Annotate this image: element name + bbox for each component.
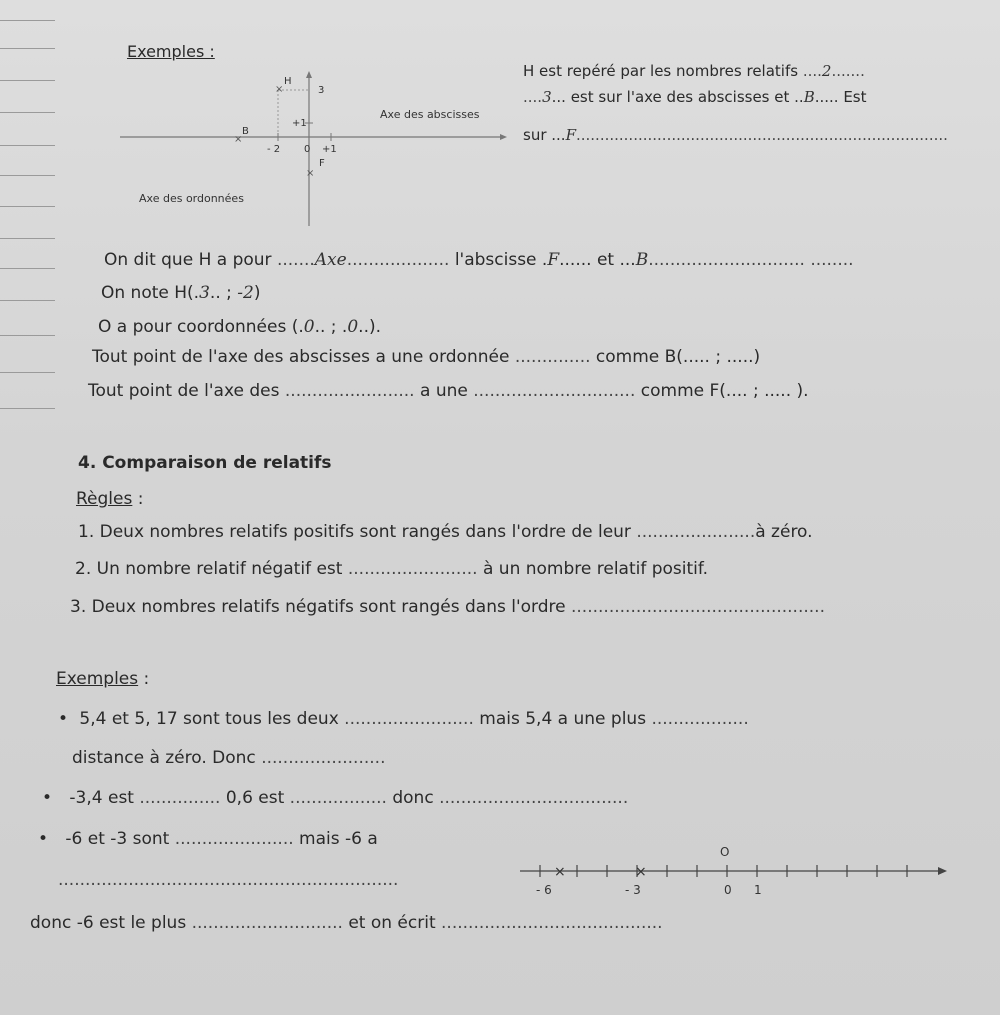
bullet-3-text: -6 et -3 sont <box>65 829 170 849</box>
s1-text-3: ...... et ... <box>559 250 636 270</box>
bullet-2-dots-2: .................. <box>289 788 387 808</box>
s1-handwriting-3: B <box>635 250 649 270</box>
examples-2-title <box>56 669 149 689</box>
s2-text: On note H(. <box>101 283 200 303</box>
point-b-label: B <box>242 126 249 137</box>
r3-dots: .............................................................................. <box>575 126 948 144</box>
s4-dots: .............. <box>514 347 591 367</box>
r2-text-end: ..... Est <box>814 88 867 106</box>
rule-3 <box>70 597 825 617</box>
y-axis-label: Axe des ordonnées <box>139 192 244 205</box>
bullet-1-dots-2: .................. <box>651 709 749 729</box>
conclusion-dots-2: ......................................... <box>441 913 663 933</box>
r2-handwriting-2: B <box>803 88 815 106</box>
s3-text: O a pour coordonnées (. <box>98 317 304 337</box>
conclusion-line <box>30 913 663 933</box>
rule-1 <box>78 522 813 542</box>
sentence-axe <box>104 250 854 270</box>
minus-six-label: - 6 <box>536 883 552 897</box>
bullet-3-dots: ...................... <box>174 829 294 849</box>
right-line-3 <box>523 126 948 144</box>
r2-dots: .... <box>523 88 543 106</box>
s2-text-2: .. ; <box>209 283 238 303</box>
r1-dots: .... <box>802 62 822 80</box>
svg-text:×: × <box>275 84 284 95</box>
s1-dots: ....... <box>276 250 315 270</box>
point-h-label: H <box>284 76 292 87</box>
origin-zero-label: 0 <box>304 144 311 155</box>
zero-label: 0 <box>724 883 732 897</box>
s1-text-2: l'abscisse . <box>454 250 548 270</box>
s3-text-2: .. ; . <box>314 317 348 337</box>
s1-text: On dit que H a pour <box>104 250 272 270</box>
svg-text:×: × <box>554 864 566 880</box>
x-axis-label: Axe des abscisses <box>380 108 480 121</box>
r1-text: H est repéré par les nombres relatifs <box>523 62 799 80</box>
bullet-3-text-2: mais -6 a <box>299 829 378 849</box>
s5-text: Tout point de l'axe des <box>88 381 280 401</box>
conclusion-text: donc -6 est le plus <box>30 913 187 933</box>
r1-handwriting: 2 <box>821 62 832 80</box>
s2-text-3: ) <box>253 283 261 303</box>
bullet-1-dots: ........................ <box>344 709 474 729</box>
sentence-ordinate-axis <box>88 381 809 401</box>
s4-text-2: comme B(..... ; .....) <box>595 347 761 367</box>
s5-text-3: comme F(.... ; ..... ). <box>640 381 809 401</box>
s3-handwriting-1: 0 <box>303 317 315 337</box>
minus-three-label: - 3 <box>625 883 641 897</box>
s2-handwriting-1: 3 <box>199 283 210 303</box>
margin-lines <box>0 0 60 420</box>
sentence-note-h <box>101 283 260 303</box>
s3-handwriting-2: 0 <box>347 317 359 337</box>
x-minus2-label: - 2 <box>267 144 281 155</box>
conclusion-text-2: et on écrit <box>348 913 436 933</box>
section-4-title: 4. Comparaison de relatifs <box>78 453 332 473</box>
tick-three-label: 3 <box>318 85 325 96</box>
rule-1-dots: ...................... <box>636 522 756 542</box>
rule-2-end: à un nombre relatif positif. <box>482 559 709 579</box>
bullet-2-dots: ............... <box>139 788 221 808</box>
s4-text: Tout point de l'axe des abscisses a une ordonnée <box>92 347 510 367</box>
rules-label: Règles <box>76 489 133 509</box>
rule-2 <box>75 559 708 579</box>
r2-text: ... est sur l'axe des abscisses et .. <box>551 88 804 106</box>
bullet-2-text: -3,4 est <box>69 788 134 808</box>
bullet-1: • 5,4 et 5, 17 sont tous les deux ........................ mais 5,4 a une plus .................. <box>58 709 749 729</box>
bullet-2-dots-3: ................................... <box>439 788 629 808</box>
number-line <box>510 838 950 903</box>
one-label: 1 <box>754 883 762 897</box>
right-line-2 <box>523 88 867 106</box>
s5-text-2: a une <box>420 381 468 401</box>
bullet-1-dots-3: ....................... <box>261 748 386 768</box>
origin-o-label: O <box>720 845 730 859</box>
rule-2-dots: ........................ <box>347 559 478 579</box>
bullet-2-text-3: donc <box>392 788 434 808</box>
bullet-1-text-2: mais 5,4 a une plus <box>479 709 647 729</box>
examples-2-label: Exemples <box>56 669 139 689</box>
point-f-label: F <box>319 158 325 169</box>
rule-3-text: 3. Deux nombres relatifs négatifs sont rangés dans l'ordre <box>70 597 566 617</box>
examples-title: Exemples : <box>127 42 215 61</box>
svg-text:×: × <box>306 168 315 179</box>
r3-text: sur ... <box>523 126 566 144</box>
rule-1-text: 1. Deux nombres relatifs positifs sont rangés dans l'ordre de leur <box>78 522 631 542</box>
sentence-o-coords <box>98 317 381 337</box>
rule-2-text: 2. Un nombre relatif négatif est <box>75 559 343 579</box>
bullet-3: • -6 et -3 sont ...................... mais -6 a <box>38 829 378 849</box>
sentence-abscissa-axis <box>92 347 760 367</box>
s1-dots-2: ................... <box>346 250 450 270</box>
rule-3-dots: ............................................... <box>571 597 825 617</box>
examples-2-colon: : <box>138 669 150 689</box>
y-plus1-label: +1 <box>292 118 307 129</box>
r3-handwriting: F <box>565 126 576 144</box>
bullet-1-text: 5,4 et 5, 17 sont tous les deux <box>79 709 339 729</box>
s1-dots-3: ............................. ........ <box>648 250 854 270</box>
x-plus1-label: +1 <box>322 144 337 155</box>
s3-text-3: ..). <box>358 317 382 337</box>
r2-handwriting-1: 3 <box>542 88 552 106</box>
s5-dots-2: .............................. <box>473 381 636 401</box>
coordinate-graph <box>110 68 510 228</box>
bullet-2: • -3,4 est ............... 0,6 est .................. donc ................................... <box>42 788 629 808</box>
bullet-3-continued <box>58 870 398 890</box>
rules-heading <box>76 489 143 509</box>
svg-text:×: × <box>234 134 243 145</box>
bullet-2-text-2: 0,6 est <box>225 788 285 808</box>
right-line-1: H est repéré par les nombres relatifs ....2....... <box>523 62 865 80</box>
bullet-3-dots-2: ............................................................... <box>58 870 399 890</box>
rules-colon: : <box>132 489 144 509</box>
s1-handwriting-2: F <box>547 250 560 270</box>
conclusion-dots: ............................ <box>191 913 343 933</box>
bullet-1-text-3: distance à zéro. Donc <box>72 748 256 768</box>
s5-dots-1: ........................ <box>284 381 415 401</box>
svg-text:×: × <box>635 864 647 880</box>
s2-handwriting-2: -2 <box>237 283 254 303</box>
rule-1-end: à zéro. <box>755 522 813 542</box>
s1-handwriting: Axe <box>314 250 347 270</box>
bullet-1-continued <box>72 748 385 768</box>
